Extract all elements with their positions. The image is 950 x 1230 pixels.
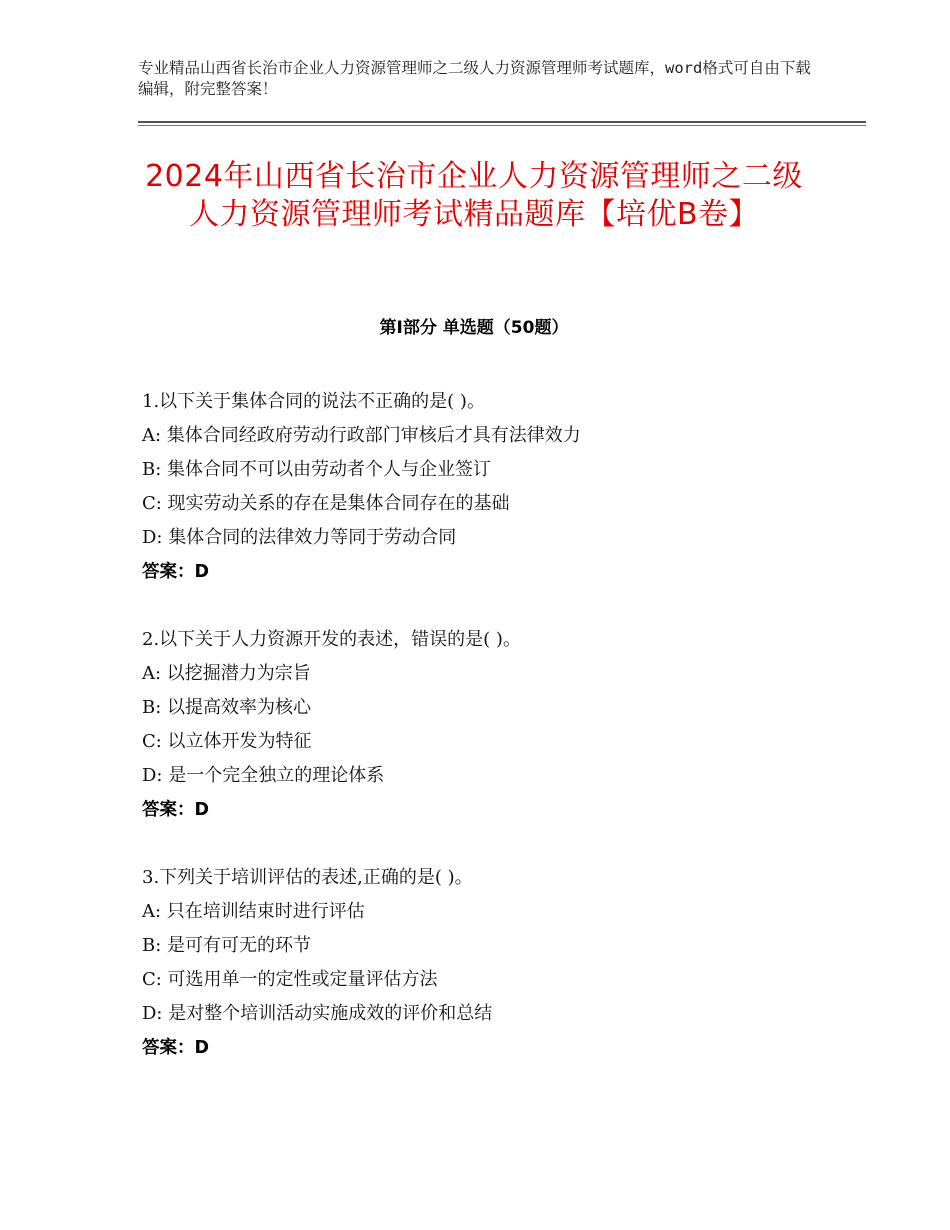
option-d: D: 是对整个培训活动实施成效的评价和总结 bbox=[142, 1003, 493, 1024]
document-title: 2024年山西省长治市企业人力资源管理师之二级人力资源管理师考试精品题库【培优B卷】 bbox=[145, 159, 803, 232]
question-stem: 2.以下关于人力资源开发的表述，错误的是( )。 bbox=[142, 629, 521, 650]
question-list bbox=[142, 385, 842, 1099]
option-a: A: 以挖掘潜力为宗旨 bbox=[142, 663, 311, 684]
header-divider-thick bbox=[138, 121, 866, 123]
header-note: 专业精品山西省长治市企业人力资源管理师之二级人力资源管理师考试题库，word格式可自由下载编辑，附完整答案！ bbox=[138, 59, 811, 98]
question-stem: 1.以下关于集体合同的说法不正确的是( )。 bbox=[142, 391, 485, 412]
option-a: A: 集体合同经政府劳动行政部门审核后才具有法律效力 bbox=[142, 425, 581, 446]
option-c: C: 可选用单一的定性或定量评估方法 bbox=[142, 969, 438, 990]
option-c: C: 现实劳动关系的存在是集体合同存在的基础 bbox=[142, 493, 510, 514]
answer-label: 答案：D bbox=[142, 562, 210, 582]
question-stem: 3.下列关于培训评估的表述,正确的是( )。 bbox=[142, 867, 473, 888]
option-d: D: 是一个完全独立的理论体系 bbox=[142, 765, 385, 786]
option-b: B: 以提高效率为核心 bbox=[142, 697, 312, 718]
header-divider-thin bbox=[138, 125, 866, 126]
question-2 bbox=[142, 623, 842, 827]
option-d: D: 集体合同的法律效力等同于劳动合同 bbox=[142, 527, 457, 548]
option-a: A: 只在培训结束时进行评估 bbox=[142, 901, 365, 922]
answer-label: 答案：D bbox=[142, 1038, 210, 1058]
option-b: B: 集体合同不可以由劳动者个人与企业签订 bbox=[142, 459, 492, 480]
option-c: C: 以立体开发为特征 bbox=[142, 731, 312, 752]
question-1 bbox=[142, 385, 842, 589]
answer-label: 答案：D bbox=[142, 800, 210, 820]
option-b: B: 是可有可无的环节 bbox=[142, 935, 312, 956]
section-title: 第Ⅰ部分 单选题（50题） bbox=[379, 318, 569, 338]
question-3 bbox=[142, 861, 842, 1065]
